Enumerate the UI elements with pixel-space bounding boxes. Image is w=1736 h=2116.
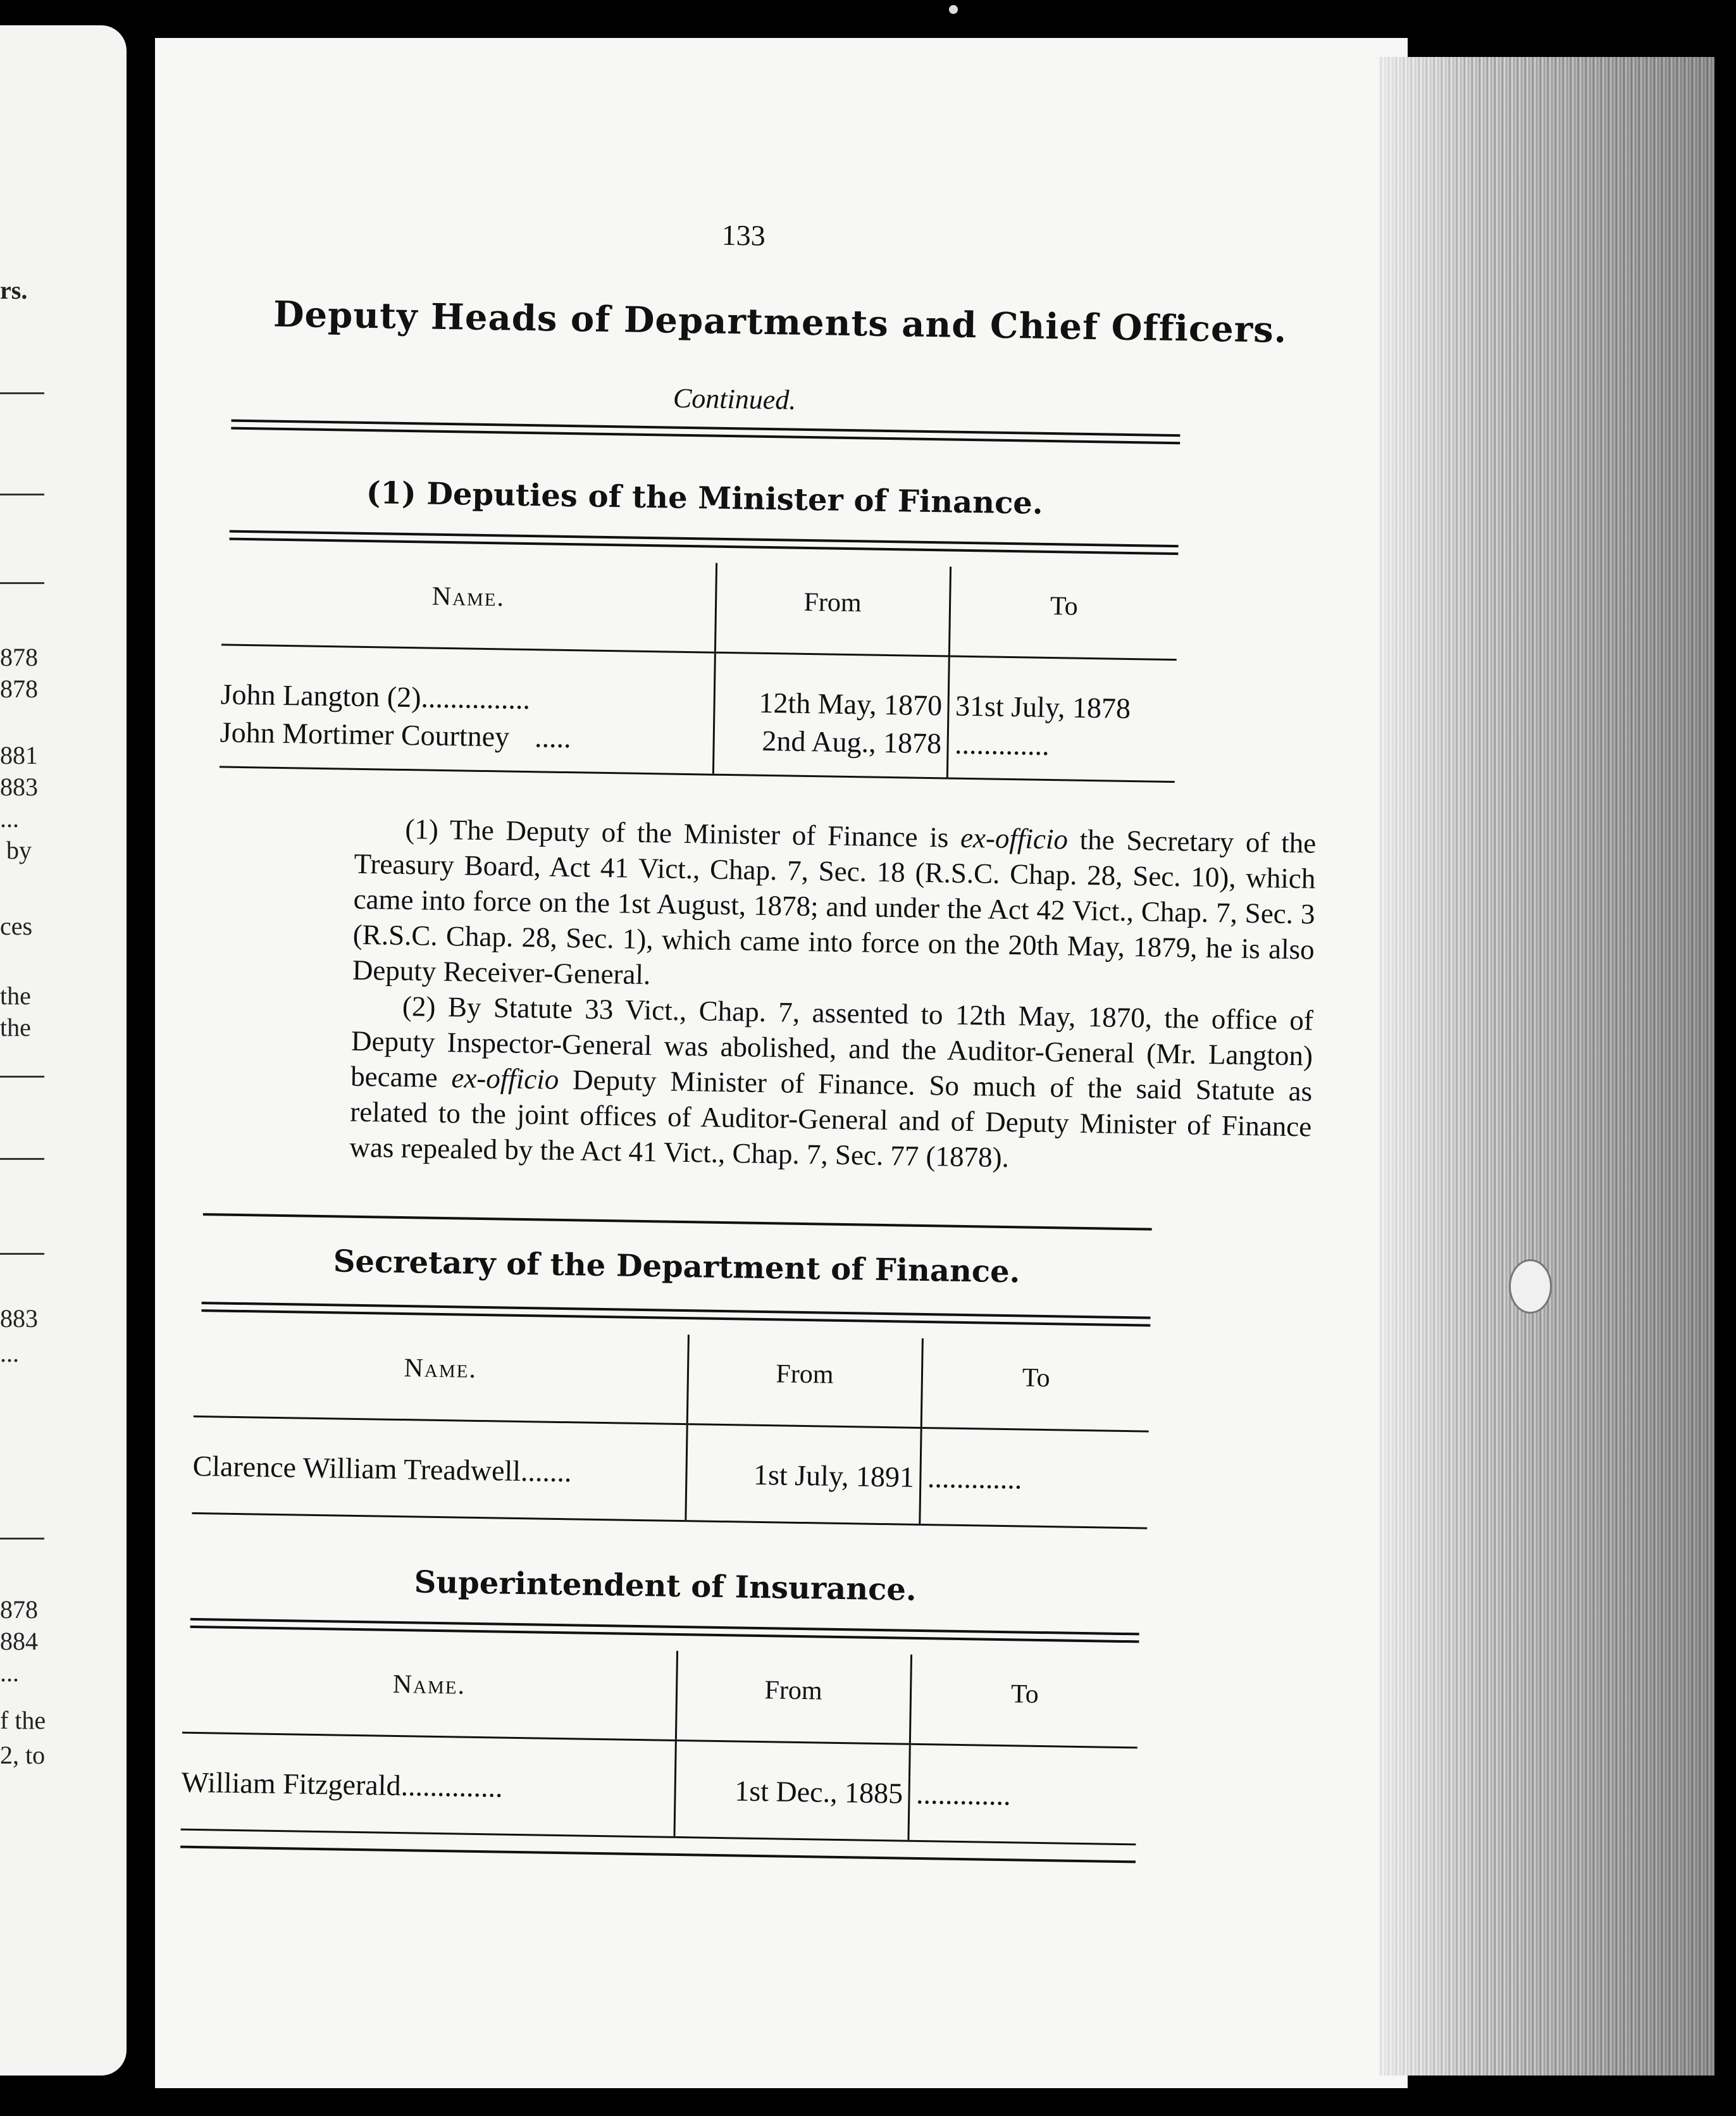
table-cell-name	[220, 715, 714, 775]
facing-page-fragment: ...	[0, 804, 19, 833]
section-heading-deputies: (1) Deputies of the Minister of Finance.	[366, 475, 1043, 521]
paper-tab	[1509, 1259, 1552, 1314]
facing-page-fragment: 878	[0, 1595, 38, 1624]
facing-page-rule	[0, 1538, 44, 1540]
facing-page-rule	[0, 494, 44, 495]
facing-page-fragment: ...	[0, 1339, 19, 1367]
footnotes	[349, 811, 1317, 1180]
page-edges	[1379, 57, 1714, 2076]
facing-page-rule	[0, 582, 44, 584]
section-heading-secretary: Secretary of the Department of Finance.	[333, 1243, 1020, 1290]
page-subtitle: Continued.	[673, 382, 797, 416]
section-heading-insurance: Superintendent of Insurance.	[414, 1564, 917, 1608]
table-header-row	[221, 555, 1178, 659]
double-rule	[231, 420, 1180, 445]
book-page	[155, 38, 1408, 2088]
table-cell-from: 2nd Aug., 1878	[713, 723, 948, 778]
facing-page-rule	[0, 1253, 44, 1255]
column-header-to: To	[921, 1338, 1150, 1431]
facing-page-fragment: ...	[0, 1659, 19, 1687]
facing-page-fragment: 883	[0, 773, 38, 801]
table-cell-name	[181, 1765, 675, 1838]
facing-page-fragment: 883	[0, 1304, 38, 1333]
footnote-text: (1) The Deputy of the Minister of Finance is	[405, 813, 961, 854]
table-cell-name	[192, 1449, 686, 1521]
person-name: William Fitzgerald	[181, 1765, 401, 1802]
column-header-from: From	[715, 563, 950, 656]
facing-page-rule	[0, 1076, 44, 1078]
column-header-from: From	[687, 1335, 922, 1428]
table-header-row	[182, 1643, 1139, 1748]
double-rule	[190, 1618, 1139, 1643]
table-cell-to: .............	[908, 1777, 1137, 1845]
column-header-to: To	[910, 1655, 1139, 1748]
column-header-from: From	[676, 1651, 911, 1744]
dot-leader: .....	[534, 721, 572, 754]
facing-page-fragment: 2, to	[0, 1741, 46, 1769]
column-header-to: To	[949, 567, 1178, 660]
footnote-1	[352, 811, 1316, 1003]
column-header-name: Name.	[221, 555, 716, 652]
facing-page-rule	[0, 1158, 44, 1160]
person-name: John Mortimer Courtney	[220, 716, 510, 753]
footnote-text: the Secretary of the Treasury Board, Act 41 Vict., Chap. 7, Sec. 18 (R.S.C. Chap. 28, Sec. 10), which came into force on the 1st August, 1878; and under the Act 42 Vict., Chap. 7, Sec. 3 (R.S.C. Chap. 28, Sec. 1), which came into force on the 20th May, 1879, he is also Deputy Receiver-General.	[352, 823, 1317, 991]
facing-page-fragment: the	[0, 981, 31, 1010]
table-cell-from: 1st Dec., 1885	[674, 1773, 909, 1841]
secretary-table	[192, 1327, 1150, 1529]
scan-speck	[949, 5, 958, 14]
table-cell-to: .............	[947, 726, 1175, 781]
person-name: Clarence William Treadwell	[192, 1449, 521, 1488]
facing-page-fragment: 878	[0, 675, 38, 703]
rule	[203, 1213, 1152, 1231]
table-cell-from: 12th May, 1870	[714, 685, 948, 727]
deputies-table	[220, 555, 1178, 783]
table-cell-to: 31st July, 1878	[948, 688, 1176, 730]
footnote-italic: ex-officio	[960, 821, 1069, 856]
dot-leader: ...............	[421, 681, 531, 716]
dot-leader: ..............	[400, 1769, 503, 1803]
page-content	[139, 29, 1423, 2099]
dot-leader: .......	[520, 1455, 572, 1488]
page-number: 133	[721, 218, 766, 252]
table-cell-from: 1st July, 1891	[685, 1457, 921, 1524]
column-header-name: Name.	[182, 1643, 677, 1741]
page-title: Deputy Heads of Departments and Chief Officers.	[273, 293, 1287, 351]
facing-page-rule	[0, 392, 44, 394]
facing-page-fragment: 884	[0, 1627, 38, 1655]
double-rule	[230, 530, 1179, 556]
footnote-text: Deputy Minister of Finance. So much of the said Statute as related to the joint offices of Auditor-General and of Deputy Minister of Finance was repealed by the Act 41 Vict., Chap. 7, Sec. 77 (1878).	[349, 1063, 1313, 1174]
double-rule	[201, 1302, 1150, 1327]
facing-page-fragment: rs.	[0, 276, 28, 304]
column-header-name: Name.	[194, 1327, 688, 1424]
facing-page-fragment: 881	[0, 741, 38, 769]
rule	[180, 1846, 1136, 1864]
insurance-table	[181, 1643, 1139, 1846]
table-cell-to: .............	[919, 1460, 1148, 1528]
facing-page-fragment: 878	[0, 643, 38, 671]
facing-page-fragment: by	[6, 836, 32, 864]
person-name: John Langton (2)	[220, 678, 421, 714]
footnote-italic: ex-officio	[451, 1062, 559, 1095]
table-header-row	[194, 1327, 1150, 1431]
facing-page-fragment: ces	[0, 912, 33, 940]
footnote-text: (2) By Statute 33 Vict., Chap. 7, assented to 12th May, 1870, the office of Deputy Inspector-General was abolished, and the Auditor-General (Mr. Langton) became	[350, 990, 1314, 1094]
facing-page	[0, 25, 127, 2076]
facing-page-fragment: f the	[0, 1706, 46, 1734]
footnote-2	[349, 988, 1313, 1180]
facing-page-fragment: the	[0, 1013, 31, 1042]
